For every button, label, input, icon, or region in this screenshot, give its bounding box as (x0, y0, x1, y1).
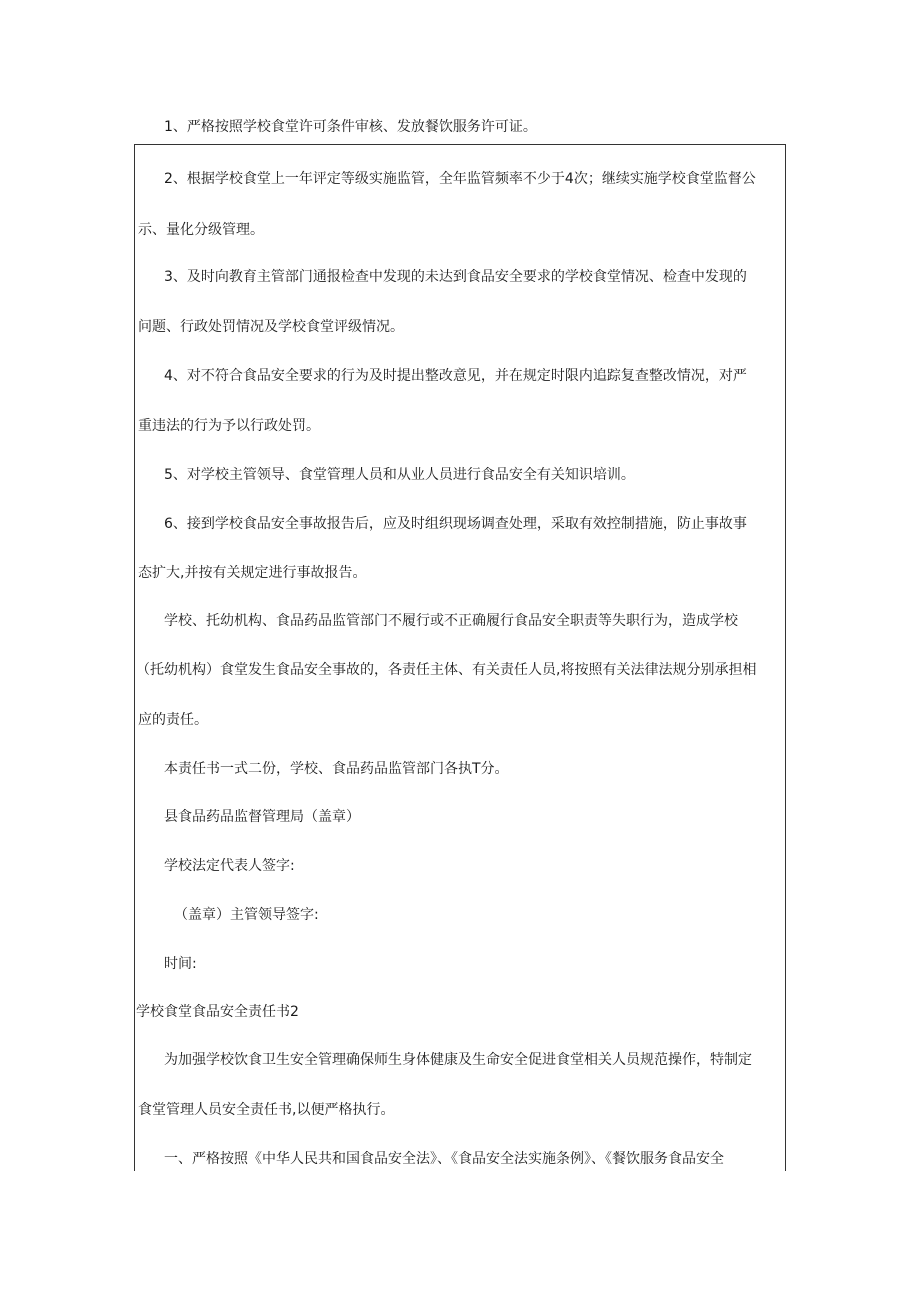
doc-line: 时间: (164, 956, 197, 972)
doc-line: 食堂管理人员安全责任书,以便严格执行。 (138, 1102, 395, 1118)
doc-line: 县食品药品监督管理局（盖章） (164, 809, 360, 825)
doc-line: 重违法的行为予以行政处罚。 (138, 418, 320, 434)
doc-line: 态扩大,并按有关规定进行事故报告。 (138, 565, 367, 581)
doc-line: 3、及时向教育主管部门通报检查中发现的未达到食品安全要求的学校食堂情况、检查中发现的 (164, 269, 747, 285)
doc-line: 问题、行政处罚情况及学校食堂评级情况。 (138, 319, 404, 335)
doc-line: 应的责任。 (138, 712, 208, 728)
table-border-left (134, 144, 135, 1171)
doc-line: 一、严格按照《中华人民共和国食品安全法》、《食品安全法实施条例》、《餐饮服务食品安全 (164, 1151, 724, 1167)
doc-line: （托幼机构）食堂发生食品安全事故的，各责任主体、有关责任人员,将按照有关法律法规分别承担相 (136, 662, 757, 678)
doc-line: 5、对学校主管领导、食堂管理人员和从业人员进行食品安全有关知识培训。 (164, 467, 635, 483)
doc-line: 示、量化分级管理。 (138, 222, 264, 238)
doc-line: 本责任书一式二份，学校、食品药品监管部门各执T分。 (164, 761, 509, 777)
section-title: 学校食堂食品安全责任书2 (136, 1004, 299, 1020)
doc-line: 1、严格按照学校食堂许可条件审核、发放餐饮服务许可证。 (164, 119, 537, 135)
table-border-top (134, 144, 786, 145)
doc-line: 为加强学校饮食卫生安全管理确保师生身体健康及生命安全促进食堂相关人员规范操作，特制定 (164, 1052, 752, 1068)
doc-line: 学校、托幼机构、食品药品监管部门不履行或不正确履行食品安全职责等失职行为，造成学校 (164, 613, 738, 629)
doc-line: 4、对不符合食品安全要求的行为及时提出整改意见，并在规定时限内追踪复查整改情况，对严 (164, 368, 747, 384)
doc-line: （盖章）主管领导签字: (174, 907, 319, 923)
doc-line: 学校法定代表人签字: (164, 858, 295, 874)
doc-line: 6、接到学校食品安全事故报告后，应及时组织现场调查处理，采取有效控制措施，防止事故事 (164, 516, 747, 532)
doc-line: 2、根据学校食堂上一年评定等级实施监管，全年监管频率不少于4次；继续实施学校食堂监督公 (164, 171, 756, 187)
table-border-right (785, 144, 786, 1171)
